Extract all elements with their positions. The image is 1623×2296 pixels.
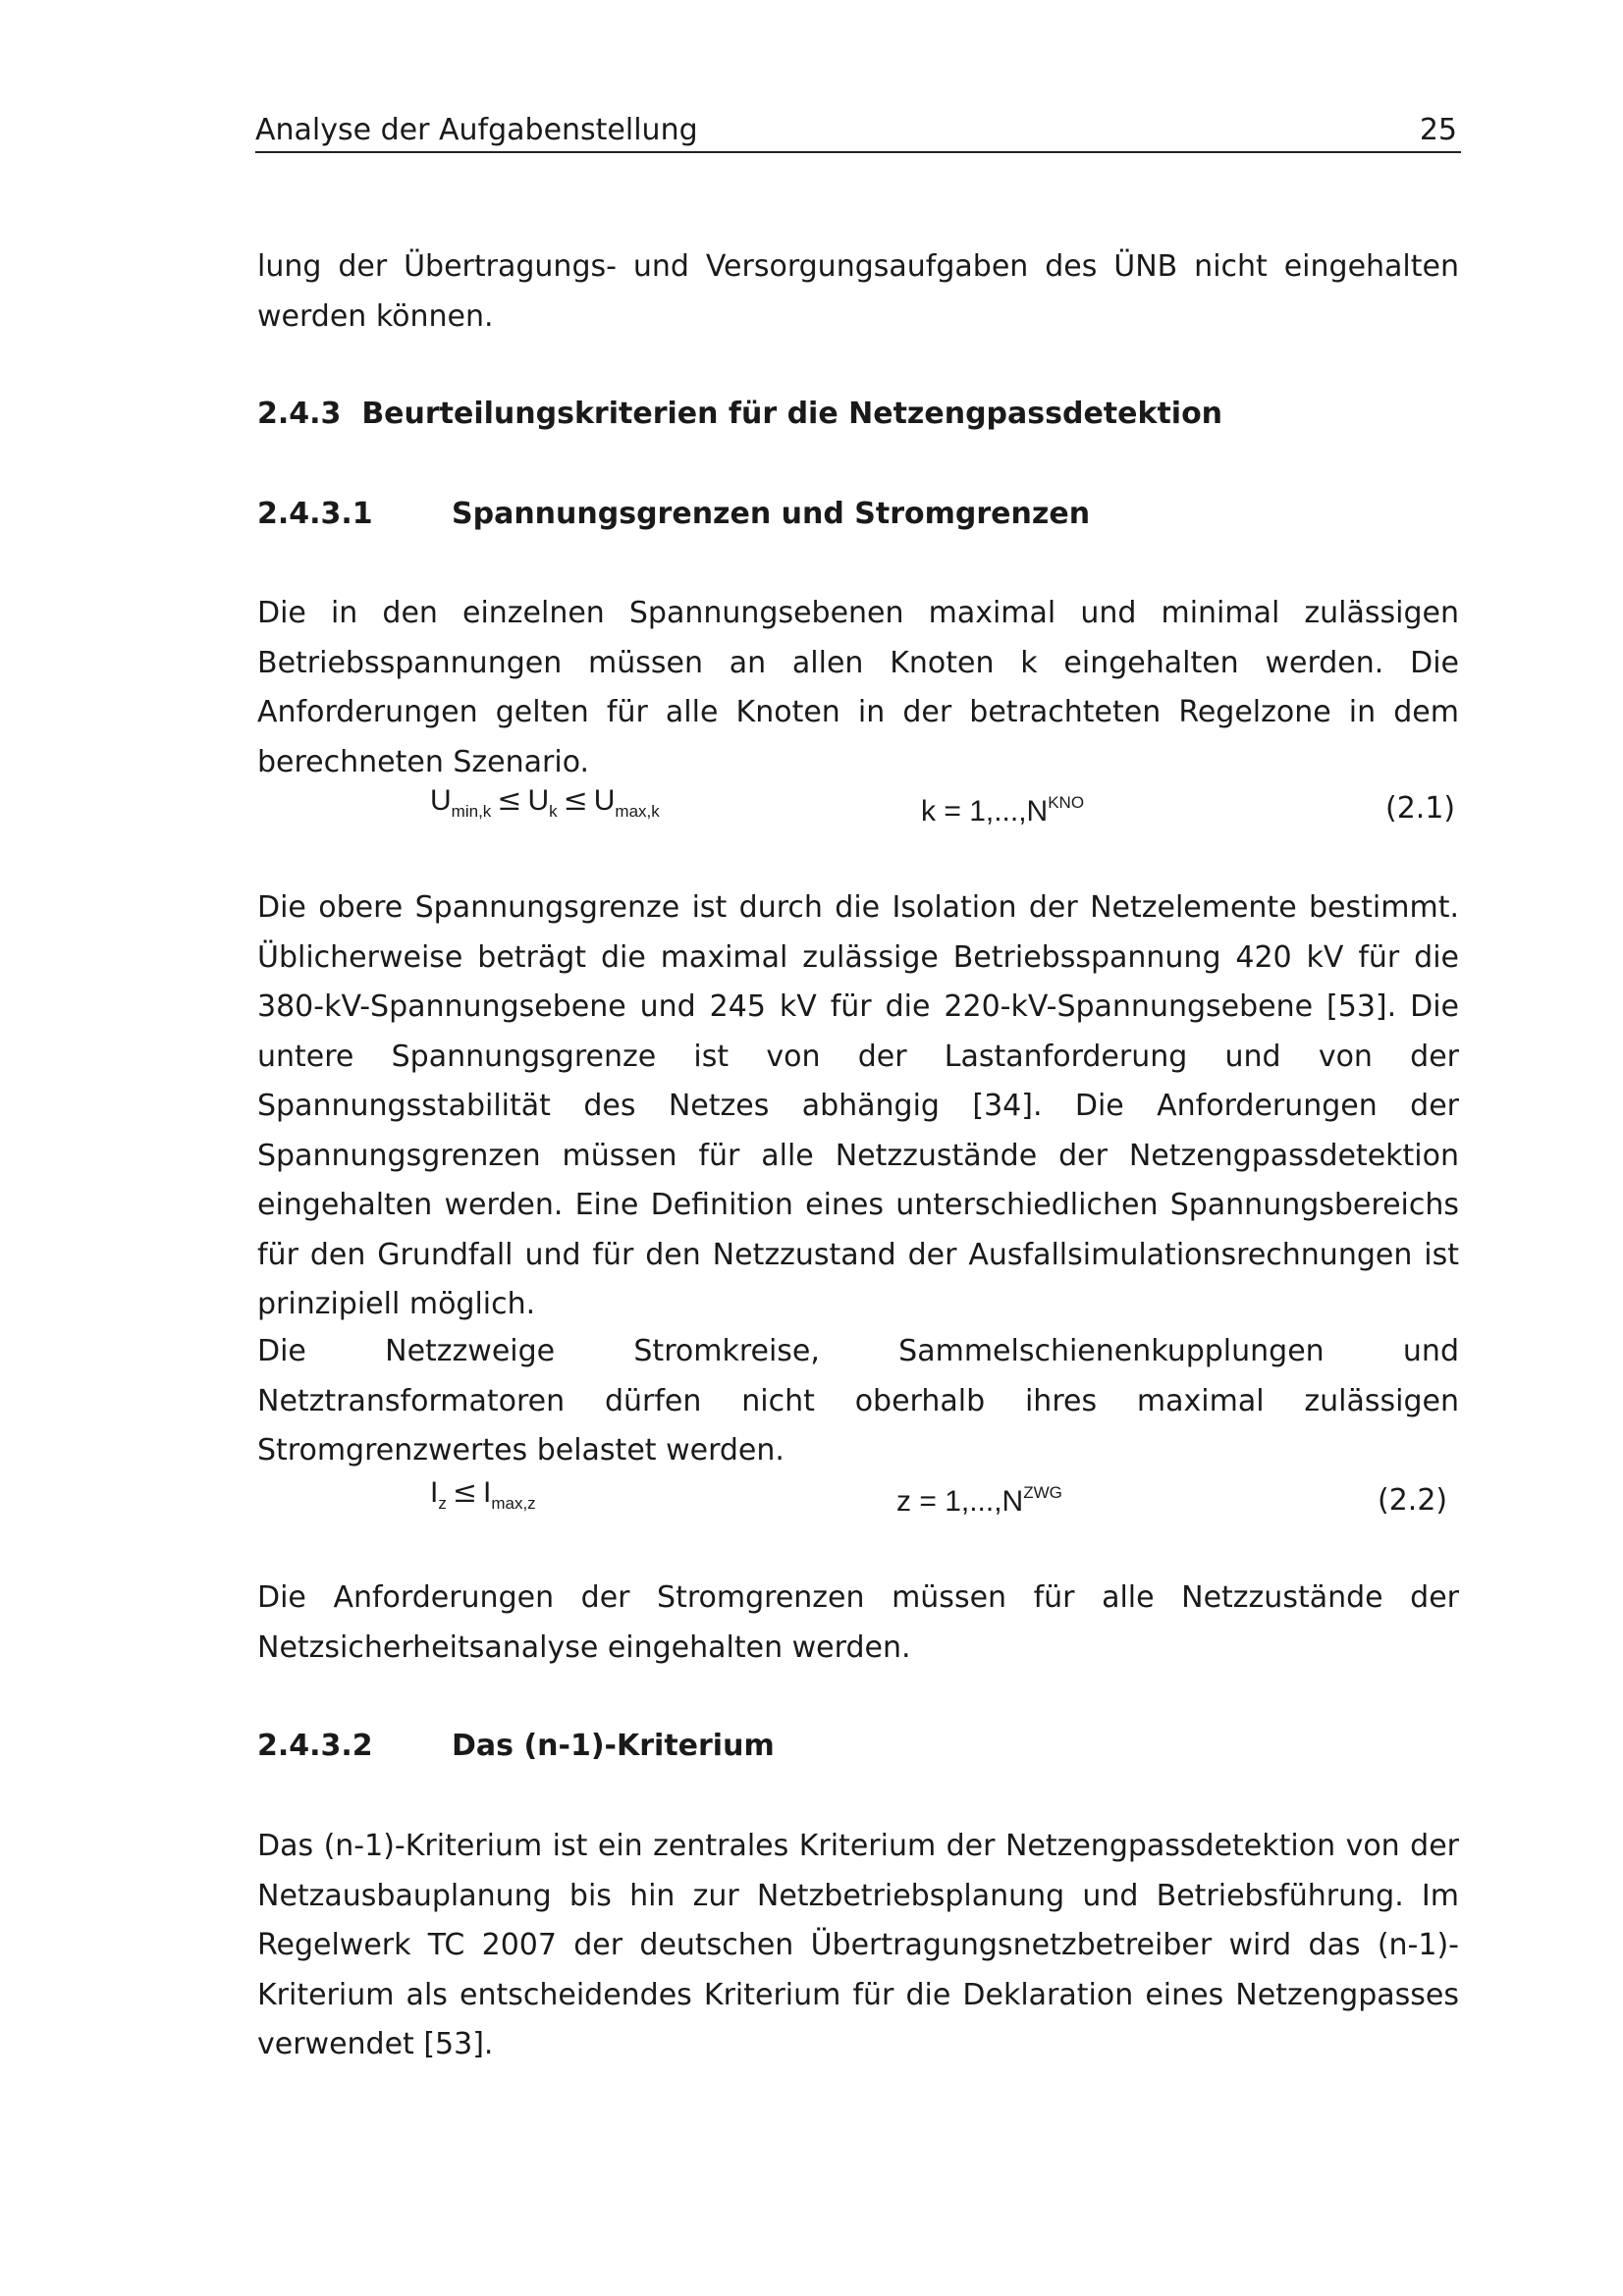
heading-title: Beurteilungskriterien für die Netzengpassdetektion — [361, 397, 1223, 431]
equation-2-2-inequality — [430, 1475, 536, 1522]
eq-symbol: U — [593, 784, 616, 817]
paragraph-spannung-details: Die obere Spannungsgrenze ist durch die Isolation der Netzelemente bestimmt. Üblicherweise beträgt die maximal zulässige Betriebsspannung 420 kV für die 380-kV-Spannungsebene und 245 kV für die 220-kV-Spannungsebene [53]. Die untere Spannungsgrenze ist von der Lastanforderung und von der Spannungsstabilität des Netzes abhängig [34]. Die Anforderungen der Spannungsgrenzen müssen für alle Netzzustände der Netzengpassdetektion eingehalten werden. Eine Definition eines unterschiedlichen Spannungsbereichs für den Grundfall und für den Netzzustand der Ausfallsimulationsrechnungen ist prinzipiell möglich. — [257, 890, 1459, 1321]
paragraph-spannung-intro: Die in den einzelnen Spannungsebenen maximal und minimal zulässigen Betriebsspannungen müssen an allen Knoten k eingehalten werden. Die Anforderungen gelten für alle Knoten in der betrachteten Regelzone in dem berechneten Szenario. — [257, 596, 1459, 779]
paragraph-continuation: lung der Übertragungs- und Versorgungsaufgaben des ÜNB nicht eingehalten werden können. — [257, 249, 1459, 334]
equation-number-2-2: (2.2) — [1378, 1483, 1448, 1518]
heading-2-4-3-2-title: Das (n-1)-Kriterium — [452, 1729, 775, 1763]
equation-2-1-inequality — [430, 783, 660, 829]
eq-condition: k = 1,...,N — [921, 795, 1049, 828]
equation-number-2-1: (2.1) — [1385, 791, 1456, 826]
eq-condition: z = 1,...,N — [896, 1485, 1024, 1518]
paragraph-strom-intro: Die Netzzweige Stromkreise, Sammelschienenkupplungen und Netztransformatoren dürfen nicht oberhalb ihres maximal zulässigen Stromgrenzwertes belastet werden. — [257, 1334, 1459, 1468]
heading-2-4-3-1-title: Spannungsgrenzen und Stromgrenzen — [452, 497, 1091, 531]
eq-operator: ≤ — [563, 783, 588, 818]
eq-superscript: KNO — [1048, 793, 1085, 812]
eq-subscript: z — [438, 1494, 447, 1513]
eq-symbol: I — [482, 1476, 492, 1509]
equation-2-1-condition — [921, 785, 1084, 829]
eq-superscript: ZWG — [1023, 1483, 1062, 1502]
heading-2-4-3-1-number: 2.4.3.1 — [257, 497, 373, 531]
eq-symbol: I — [430, 1476, 439, 1509]
eq-operator: ≤ — [452, 1475, 477, 1510]
eq-subscript: min,k — [451, 802, 492, 821]
eq-subscript: max,k — [615, 802, 660, 821]
header-title: Analyse der Aufgabenstellung — [255, 113, 698, 147]
page-number: 25 — [1419, 113, 1457, 147]
heading-2-4-3-2-number: 2.4.3.2 — [257, 1729, 373, 1763]
equation-2-2-condition — [896, 1475, 1062, 1520]
paragraph-n1-kriterium: Das (n-1)-Kriterium ist ein zentrales Kriterium der Netzengpassdetektion von der Netzausbauplanung bis hin zur Netzbetriebsplanung und Betriebsführung. Im Regelwerk TC 2007 der deutschen Übertragungsnetzbetreiber wird das (n-1)-Kriterium als entscheidendes Kriterium für die Deklaration eines Netzengpasses verwendet [53]. — [257, 1829, 1459, 2061]
eq-subscript: max,z — [491, 1494, 536, 1513]
eq-symbol: U — [430, 784, 452, 817]
paragraph-strom-requirement: Die Anforderungen der Stromgrenzen müssen für alle Netzzustände der Netzsicherheitsanalyse eingehalten werden. — [257, 1580, 1459, 1665]
running-header — [255, 110, 1461, 153]
heading-number: 2.4.3 — [257, 397, 342, 431]
eq-operator: ≤ — [497, 783, 522, 818]
heading-2-4-3 — [257, 395, 1222, 434]
eq-symbol: U — [527, 784, 550, 817]
eq-subscript: k — [549, 802, 558, 821]
